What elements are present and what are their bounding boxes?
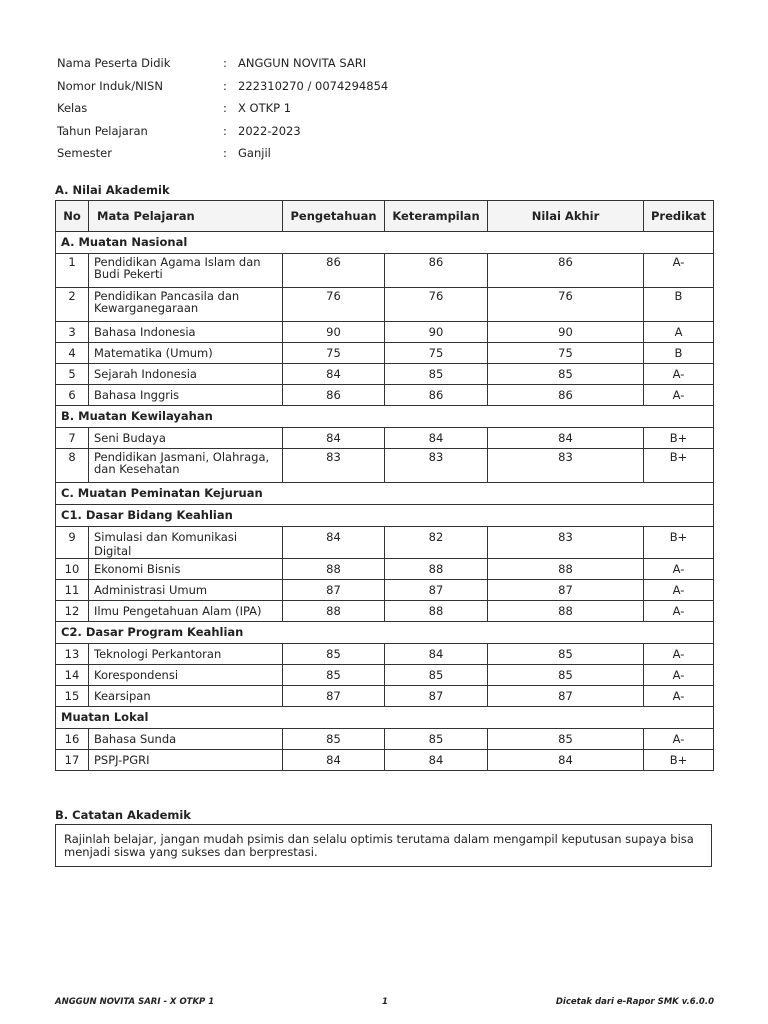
subject-name: Administrasi Umum — [89, 580, 283, 601]
group-row — [56, 622, 714, 644]
group-row — [56, 707, 714, 729]
final-score: 85 — [488, 665, 644, 686]
identity-value: ANGGUN NOVITA SARI — [238, 56, 367, 70]
subject-row — [56, 644, 714, 665]
identity-row — [57, 122, 388, 145]
knowledge-score: 87 — [283, 580, 385, 601]
row-number: 7 — [56, 428, 89, 449]
predicate: A- — [644, 644, 714, 665]
subject-name: Korespondensi — [89, 665, 283, 686]
final-score: 83 — [488, 449, 644, 483]
skill-score: 86 — [385, 385, 488, 406]
predicate: B+ — [644, 527, 714, 559]
subject-row — [56, 665, 714, 686]
row-number: 15 — [56, 686, 89, 707]
subject-row — [56, 729, 714, 750]
subject-row — [56, 254, 714, 288]
identity-label: Nama Peserta Didik — [57, 56, 171, 70]
skill-score: 75 — [385, 343, 488, 364]
predicate: A- — [644, 580, 714, 601]
knowledge-score: 88 — [283, 601, 385, 622]
subject-row — [56, 750, 714, 771]
group-label: B. Muatan Kewilayahan — [56, 406, 714, 428]
row-number: 9 — [56, 527, 89, 559]
knowledge-score: 86 — [283, 254, 385, 288]
final-score: 90 — [488, 322, 644, 343]
section-b-title: B. Catatan Akademik — [55, 808, 191, 822]
skill-score: 84 — [385, 644, 488, 665]
knowledge-score: 90 — [283, 322, 385, 343]
subject-row — [56, 364, 714, 385]
section-a-title: A. Nilai Akademik — [55, 183, 170, 197]
footer-student: ANGGUN NOVITA SARI - X OTKP 1 — [55, 997, 215, 1007]
row-number: 12 — [56, 601, 89, 622]
identity-label: Kelas — [57, 101, 88, 115]
group-label: C. Muatan Peminatan Kejuruan — [56, 483, 714, 505]
identity-value: 2022-2023 — [238, 123, 301, 138]
subject-name: Matematika (Umum) — [89, 343, 283, 364]
knowledge-score: 84 — [283, 750, 385, 771]
subject-name: PSPJ-PGRI — [89, 750, 283, 771]
final-score: 86 — [488, 385, 644, 406]
knowledge-score: 88 — [283, 559, 385, 580]
header-no: No — [56, 201, 89, 232]
subject-name: Bahasa Sunda — [89, 729, 283, 750]
subject-row — [56, 559, 714, 580]
group-label: A. Muatan Nasional — [56, 232, 714, 254]
subject-name: Teknologi Perkantoran — [89, 644, 283, 665]
knowledge-score: 75 — [283, 343, 385, 364]
subject-name: Ilmu Pengetahuan Alam (IPA) — [89, 601, 283, 622]
subject-name: Ekonomi Bisnis — [89, 559, 283, 580]
identity-value: Ganjil — [238, 146, 271, 160]
subject-row — [56, 601, 714, 622]
skill-score: 76 — [385, 288, 488, 322]
skill-score: 84 — [385, 428, 488, 449]
identity-colon: : — [223, 56, 227, 70]
group-label: C2. Dasar Program Keahlian — [56, 622, 714, 644]
grades-body — [56, 232, 714, 771]
subject-name: Kearsipan — [89, 686, 283, 707]
header-predicate: Predikat — [644, 201, 714, 232]
group-label: C1. Dasar Bidang Keahlian — [56, 505, 714, 527]
row-number: 2 — [56, 288, 89, 322]
skill-score: 90 — [385, 322, 488, 343]
subject-name: Bahasa Indonesia — [89, 322, 283, 343]
final-score: 75 — [488, 343, 644, 364]
skill-score: 87 — [385, 686, 488, 707]
knowledge-score: 76 — [283, 288, 385, 322]
knowledge-score: 83 — [283, 449, 385, 483]
predicate: A- — [644, 601, 714, 622]
subject-row — [56, 288, 714, 322]
final-score: 84 — [488, 750, 644, 771]
subject-row — [56, 686, 714, 707]
final-score: 85 — [488, 644, 644, 665]
footer-page-number: 1 — [382, 997, 388, 1007]
subject-row — [56, 428, 714, 449]
identity-colon: : — [223, 146, 227, 160]
knowledge-score: 84 — [283, 428, 385, 449]
identity-label: Nomor Induk/NISN — [57, 78, 163, 93]
skill-score: 85 — [385, 364, 488, 385]
identity-row — [57, 99, 388, 122]
grades-header-row — [56, 201, 714, 232]
knowledge-score: 85 — [283, 665, 385, 686]
row-number: 13 — [56, 644, 89, 665]
predicate: A- — [644, 665, 714, 686]
identity-colon: : — [223, 123, 227, 138]
subject-name: Seni Budaya — [89, 428, 283, 449]
predicate: A- — [644, 729, 714, 750]
knowledge-score: 85 — [283, 644, 385, 665]
subject-row — [56, 527, 714, 559]
skill-score: 82 — [385, 527, 488, 559]
skill-score: 88 — [385, 559, 488, 580]
page-footer — [55, 997, 714, 1007]
final-score: 84 — [488, 428, 644, 449]
grades-table — [55, 200, 714, 771]
subject-name: Simulasi dan Komunikasi Digital — [89, 527, 283, 559]
knowledge-score: 84 — [283, 364, 385, 385]
subject-name: Pendidikan Jasmani, Olahraga, dan Kesehatan — [89, 449, 283, 483]
subject-name: Pendidikan Pancasila dan Kewarganegaraan — [89, 288, 283, 322]
knowledge-score: 86 — [283, 385, 385, 406]
group-row — [56, 232, 714, 254]
skill-score: 88 — [385, 601, 488, 622]
subject-row — [56, 449, 714, 483]
row-number: 5 — [56, 364, 89, 385]
skill-score: 86 — [385, 254, 488, 288]
identity-row — [57, 144, 388, 167]
subject-row — [56, 343, 714, 364]
row-number: 17 — [56, 750, 89, 771]
final-score: 88 — [488, 601, 644, 622]
subject-row — [56, 580, 714, 601]
identity-value: X OTKP 1 — [238, 101, 292, 115]
final-score: 76 — [488, 288, 644, 322]
row-number: 3 — [56, 322, 89, 343]
footer-printed-by: Dicetak dari e-Rapor SMK v.6.0.0 — [555, 997, 714, 1007]
final-score: 88 — [488, 559, 644, 580]
header-knowledge: Pengetahuan — [283, 201, 385, 232]
predicate: A- — [644, 254, 714, 288]
skill-score: 87 — [385, 580, 488, 601]
header-skill: Keterampilan — [385, 201, 488, 232]
skill-score: 83 — [385, 449, 488, 483]
predicate: B+ — [644, 428, 714, 449]
identity-label: Tahun Pelajaran — [57, 123, 148, 138]
identity-colon: : — [223, 78, 227, 93]
knowledge-score: 87 — [283, 686, 385, 707]
academic-note: Rajinlah belajar, jangan mudah psimis dan selalu optimis terutama dalam mengampil keputusan supaya bisa menjadi siswa yang sukses dan berprestasi. — [55, 824, 712, 867]
predicate: B — [644, 343, 714, 364]
skill-score: 85 — [385, 729, 488, 750]
predicate: A- — [644, 686, 714, 707]
identity-row — [57, 54, 388, 77]
group-row — [56, 505, 714, 527]
identity-label: Semester — [57, 146, 112, 160]
predicate: A- — [644, 364, 714, 385]
row-number: 10 — [56, 559, 89, 580]
subject-name: Sejarah Indonesia — [89, 364, 283, 385]
student-identity — [57, 54, 388, 167]
final-score: 85 — [488, 729, 644, 750]
identity-colon: : — [223, 101, 227, 115]
predicate: B+ — [644, 449, 714, 483]
group-label: Muatan Lokal — [56, 707, 714, 729]
predicate: B — [644, 288, 714, 322]
final-score: 83 — [488, 527, 644, 559]
subject-row — [56, 385, 714, 406]
row-number: 11 — [56, 580, 89, 601]
skill-score: 84 — [385, 750, 488, 771]
subject-name: Pendidikan Agama Islam dan Budi Pekerti — [89, 254, 283, 288]
header-subject: Mata Pelajaran — [89, 201, 283, 232]
skill-score: 85 — [385, 665, 488, 686]
knowledge-score: 85 — [283, 729, 385, 750]
row-number: 8 — [56, 449, 89, 483]
final-score: 85 — [488, 364, 644, 385]
final-score: 87 — [488, 580, 644, 601]
group-row — [56, 483, 714, 505]
row-number: 14 — [56, 665, 89, 686]
row-number: 16 — [56, 729, 89, 750]
predicate: B+ — [644, 750, 714, 771]
row-number: 6 — [56, 385, 89, 406]
final-score: 86 — [488, 254, 644, 288]
row-number: 4 — [56, 343, 89, 364]
header-final-score: Nilai Akhir — [488, 201, 644, 232]
final-score: 87 — [488, 686, 644, 707]
predicate: A- — [644, 559, 714, 580]
group-row — [56, 406, 714, 428]
subject-name: Bahasa Inggris — [89, 385, 283, 406]
identity-row — [57, 77, 388, 100]
knowledge-score: 84 — [283, 527, 385, 559]
subject-row — [56, 322, 714, 343]
row-number: 1 — [56, 254, 89, 288]
predicate: A — [644, 322, 714, 343]
predicate: A- — [644, 385, 714, 406]
identity-value: 222310270 / 0074294854 — [238, 78, 389, 93]
